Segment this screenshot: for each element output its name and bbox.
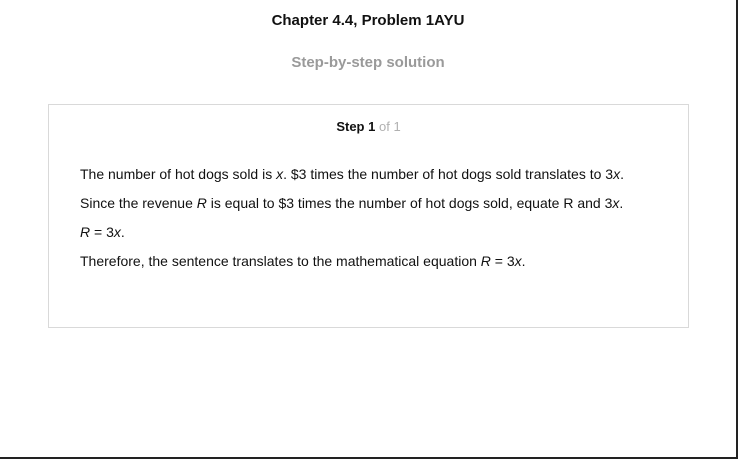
math-variable: R — [80, 224, 91, 240]
step-line — [80, 254, 668, 269]
line-text: Since the revenue — [80, 195, 197, 211]
math-variable: x — [613, 166, 621, 182]
line-text: . — [619, 195, 624, 211]
step-body — [80, 167, 668, 283]
line-text: is equal to $3 times the number of hot dogs sold, equate R and 3 — [206, 195, 613, 211]
step-line — [80, 196, 668, 211]
step-of-total: of 1 — [378, 119, 401, 134]
line-text: = 3 — [90, 224, 114, 240]
step-label: Step — [336, 119, 365, 134]
chapter-title: Chapter 4.4, Problem 1AYU — [271, 12, 465, 29]
line-text: Therefore, the sentence translates to the mathematical equation — [80, 253, 481, 269]
line-text: . $3 times the number of hot dogs sold translates to 3 — [283, 166, 614, 182]
math-variable: x — [514, 253, 522, 269]
step-card — [48, 104, 689, 328]
math-variable: x — [113, 224, 121, 240]
line-text: . — [521, 253, 526, 269]
math-variable: x — [612, 195, 620, 211]
line-text: = 3 — [490, 253, 515, 269]
solution-subtitle: Step-by-step solution — [291, 54, 445, 71]
line-text: . — [120, 224, 125, 240]
step-line — [80, 225, 668, 240]
step-number: 1 — [368, 119, 376, 134]
math-variable: R — [480, 253, 491, 269]
math-variable: R — [196, 195, 207, 211]
step-header — [49, 119, 688, 134]
line-text: . — [620, 166, 624, 182]
step-line — [80, 167, 668, 182]
line-text: The number of hot dogs sold is — [80, 166, 277, 182]
math-variable: x — [276, 166, 284, 182]
